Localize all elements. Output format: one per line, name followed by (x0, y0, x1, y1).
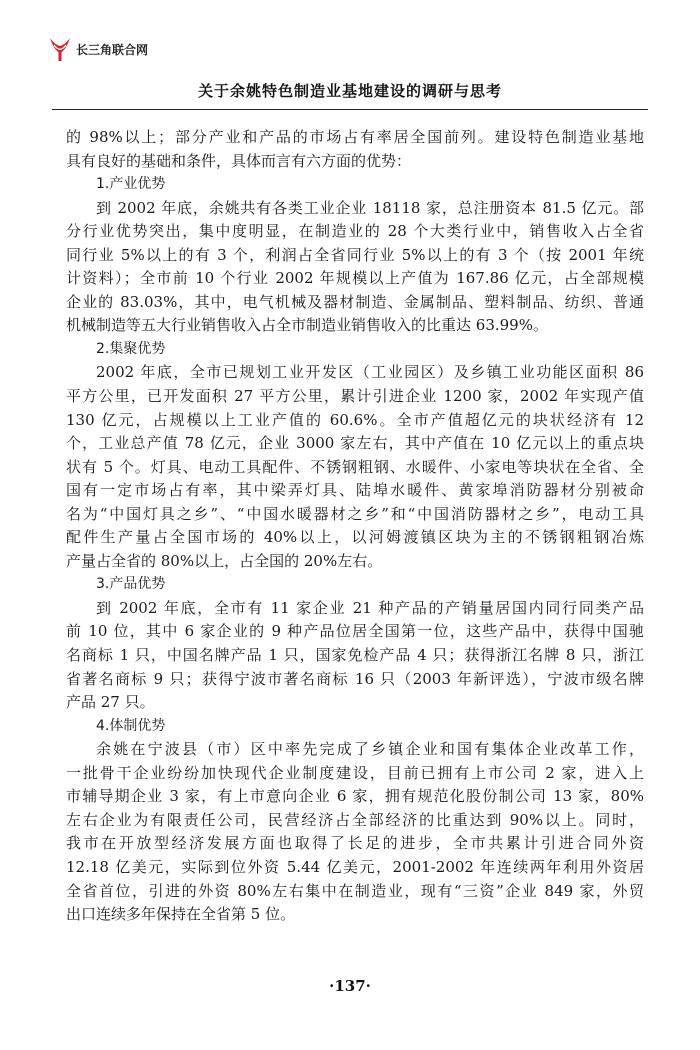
text-line: 分行业优势突出，集中度明显，在制造业的 28 个大类行业中，销售收入占全省 (66, 222, 644, 241)
section-heading-text: 2.集聚优势 (96, 340, 166, 357)
site-logo-text: 长三角联合网 (76, 42, 149, 57)
section-heading-text: 4.体制优势 (96, 717, 166, 734)
text-line: 一批骨干企业纷纷加快现代企业制度建设，目前已拥有上市公司 2 家，进入上 (66, 763, 644, 782)
running-header (52, 80, 648, 110)
page-title: 关于余姚特色制造业基地建设的调研与思考 (197, 82, 502, 100)
section-heading-text: 1.产业优势 (96, 176, 166, 193)
paragraph (66, 361, 644, 573)
text-line: 名商标 1 只，中国名牌产品 1 只，国家免检产品 4 只；获得浙江名牌 8 只，浙江 (66, 646, 644, 665)
text-line: 左右企业为有限责任公司，民营经济占全部经济的比重达到 90%以上。同时， (66, 810, 644, 829)
text-line: 企业的 83.03%，其中，电气机械及器材制造、金属制品、塑料制品、纺织、普通 (66, 292, 644, 311)
section-heading (66, 715, 644, 739)
page-number: ·137· (329, 977, 371, 995)
article-body (66, 126, 644, 927)
text-line: 到 2002 年底，余姚共有各类工业企业 18118 家，总注册资本 81.5 亿元。部 (96, 198, 644, 217)
paragraph (66, 197, 644, 338)
text-line: 产品 27 只。 (66, 693, 155, 712)
paragraph (66, 597, 644, 715)
text-line: 状有 5 个。灯具、电动工具配件、不锈钢粗钢、水暖件、小家电等块状在全省、全 (66, 457, 644, 476)
text-line: 前 10 位，其中 6 家企业的 9 种产品位居全国第一位，这些产品中，获得中国驰 (66, 622, 644, 641)
section-heading (66, 173, 644, 197)
text-line: 市辅导期企业 3 家，有上市意向企业 6 家，拥有规范化股份制公司 13 家，80% (66, 787, 644, 806)
text-line: 的 98%以上；部分产业和产品的市场占有率居全国前列。建设特色制造业基地 (66, 128, 644, 146)
section-heading (66, 338, 644, 362)
text-line: 全省首位，引进的外资 80%左右集中在制造业，现有“三资”企业 849 家，外贸 (66, 881, 644, 900)
text-line: 到 2002 年底，全市有 11 家企业 21 种产品的产销量居国内同行同类产品 (96, 598, 644, 617)
text-line: 我市在开放型经济发展方面也取得了长足的进步，全市共累计引进合同外资 (66, 834, 644, 853)
yangtze-delta-logo-icon (48, 35, 72, 63)
text-line: 个，工业总产值 78 亿元，企业 3000 家左右，其中产值在 10 亿元以上的重点块 (66, 434, 644, 453)
text-line: 计资料）；全市前 10 个行业 2002 年规模以上产值为 167.86 亿元，占全部规模 (66, 269, 644, 288)
paragraph (66, 738, 644, 926)
text-line: 余姚在宁波县（市）区中率先完成了乡镇企业和国有集体企业改革工作， (96, 740, 644, 759)
text-line: 配件生产量占全国市场的 40%以上，以河姆渡镇区块为主的不锈钢粗钢冶炼 (66, 528, 644, 547)
site-logo (48, 34, 148, 64)
text-line: 2002 年底，全市已规划工业开发区（工业园区）及乡镇工业功能区面积 86 (96, 363, 644, 382)
paragraph (66, 126, 644, 173)
text-line: 国有一定市场占有率，其中梁弄灯具、陆埠水暖件、黄家埠消防器材分别被命 (66, 481, 644, 500)
text-line: 出口连续多年保持在全省第 5 位。 (66, 905, 296, 924)
text-line: 平方公里，已开发面积 27 平方公里，累计引进企业 1200 家，2002 年实现产值 (66, 387, 644, 406)
text-line: 产量占全省的 80%以上，占全国的 20%左右。 (66, 551, 383, 570)
text-line: 具有良好的基础和条件，具体而言有六方面的优势： (66, 151, 412, 170)
text-line: 12.18 亿美元，实际到位外资 5.44 亿美元，2001-2002 年连续两年利用外资居 (66, 857, 644, 876)
text-line: 名为“中国灯具之乡”、“中国水暖器材之乡”和“中国消防器材之乡”，电动工具 (66, 504, 644, 523)
header-rule (52, 109, 648, 110)
text-line: 机械制造等五大行业销售收入占全市制造业销售收入的比重达 63.99%。 (66, 316, 548, 335)
section-heading-text: 3.产品优势 (96, 576, 166, 593)
section-heading (66, 573, 644, 597)
text-line: 同行业 5%以上的有 3 个，利润占全省同行业 5%以上的有 3 个（按 2001 年统 (66, 245, 644, 264)
text-line: 省著名商标 9 只；获得宁波市著名商标 16 只（2003 年新评选），宁波市级名牌 (66, 669, 644, 688)
text-line: 130 亿元，占规模以上工业产值的 60.6%。全市产值超亿元的块状经济有 12 (66, 410, 644, 429)
